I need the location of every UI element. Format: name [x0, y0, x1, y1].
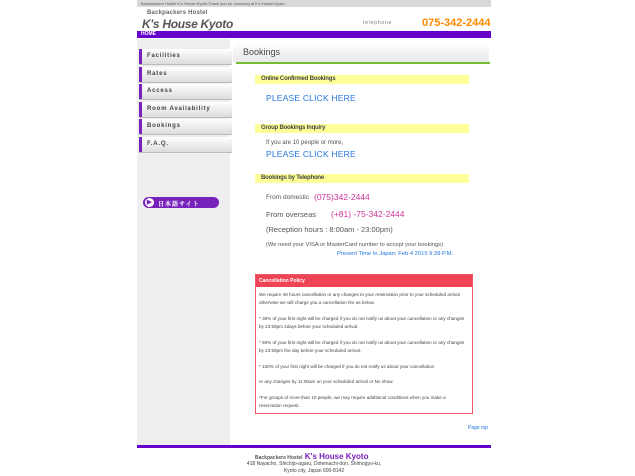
domestic-number: (075)342-2444 [314, 192, 370, 202]
telephone-bookings-heading-text: Bookings by Telephone [261, 175, 325, 181]
sidebar-item-label: Rates [147, 71, 168, 77]
sidebar-item-rates[interactable] [139, 67, 232, 82]
policy-rule-50: * 50% of your first night will be charged if you do not notify us about your cancellation or any changes by 23:59pm the day before your scheduled arrival. [259, 340, 465, 353]
present-time: Present Time In Japan: Feb 4 2015 9:39 P.M. [337, 251, 454, 257]
header [137, 7, 491, 31]
telephone-label: telephone [363, 20, 393, 26]
sidebar [137, 39, 230, 445]
sidebar-item-room-availability[interactable] [139, 102, 232, 117]
breadcrumb-home[interactable]: HOME [141, 31, 156, 37]
page-title-tab [233, 42, 489, 62]
footer-prefix: Backpackers Hostel [255, 455, 303, 461]
page [137, 0, 491, 476]
footer-address-line1: 418 Nayacho, Shichijo-agaru, Dotemachi-dori, Shimogyo-ku, [246, 461, 382, 467]
policy-rule-30: * 30% of your first night will be charged if you do not notify us about your cancellation or any changes by 23:59pm 2days before your scheduled arrival. [259, 316, 465, 329]
sidebar-item-facilities[interactable] [139, 49, 232, 64]
reception-hours: (Reception hours : 8:00am - 23:00pm) [266, 225, 393, 234]
policy-rule-groups: *For groups of more than 10 people, we may require additional conditions when you make a reservation request. [259, 395, 446, 408]
sidebar-item-label: F.A.Q. [147, 141, 169, 147]
domestic-label: From domestic [266, 194, 309, 201]
logo-subtitle: Backpackers Hostel [147, 10, 208, 16]
cancellation-policy-heading [256, 275, 472, 287]
sidebar-item-label: Room Availability [147, 106, 211, 112]
japanese-site-label: 日本語サイト [158, 202, 200, 208]
logo[interactable]: K's House Kyoto [142, 17, 234, 31]
online-bookings-heading [255, 75, 469, 84]
overseas-label: From overseas [266, 210, 317, 219]
group-bookings-heading-text: Group Bookings Inquiry [261, 125, 326, 131]
breadcrumb [137, 31, 491, 38]
sidebar-item-label: Facilities [147, 53, 181, 59]
page-top-link[interactable]: Page top [468, 425, 489, 431]
sidebar-item-access[interactable] [139, 84, 232, 99]
footer-hostel-name: K's House Kyoto [304, 452, 369, 461]
footer-divider [137, 445, 491, 448]
policy-intro: We require 48 hours cancellation or any changes to your reservation prior to your scheduled arrival otherwise we will charge you a cancellation fee as below. [259, 292, 460, 305]
telephone-bookings-heading [255, 174, 469, 183]
sidebar-item-faq[interactable] [139, 137, 232, 152]
footer-address-line2: Kyoto city, Japan 600-8142 [283, 468, 345, 474]
cancellation-policy-heading-text: Cancellation Policy [259, 278, 305, 284]
page-title: Bookings [243, 47, 281, 57]
policy-rule-100: * 100% of your first night will be charged if you do not notify us about your cancellation [259, 364, 435, 369]
group-inquiry-link[interactable]: PLEASE CLICK HERE [266, 149, 356, 159]
online-bookings-heading-text: Online Confirmed Bookings [261, 76, 336, 82]
top-tagline: Backpackers Hostel K's House Kyoto:Thank you for choosing at K's House Kyoto. [137, 0, 491, 7]
card-note: (We need your VISA or MasterCard number to accept your bookings) [266, 242, 444, 248]
title-underline [236, 62, 490, 64]
telephone-number: 075-342-2444 [422, 17, 491, 29]
policy-rule-100-cont: or any changes by 11:00am on your scheduled arrival or No show. [259, 379, 394, 384]
sidebar-item-label: Access [147, 88, 173, 94]
group-note: If you are 10 people or more, [266, 140, 344, 146]
online-booking-link[interactable]: PLEASE CLICK HERE [266, 93, 356, 103]
footer-address [237, 461, 391, 475]
arrow-right-icon: ▶ [146, 199, 153, 206]
footer-name [255, 452, 368, 461]
cancellation-policy-box [255, 274, 473, 414]
group-bookings-heading [255, 124, 469, 133]
overseas-number: (+81) -75-342-2444 [331, 209, 405, 219]
sidebar-item-label: Bookings [147, 123, 181, 129]
japanese-site-button[interactable] [143, 197, 219, 208]
sidebar-item-bookings[interactable] [139, 119, 232, 134]
